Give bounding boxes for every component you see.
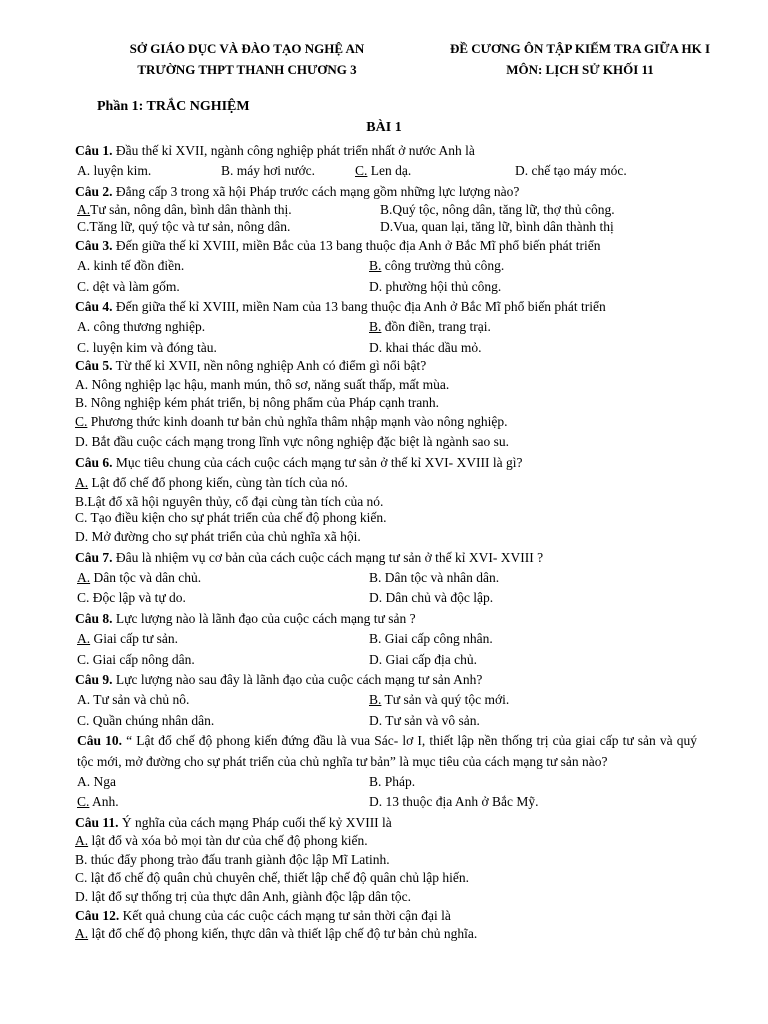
options-row (75, 629, 697, 649)
options-row (75, 256, 697, 276)
option-text: khai thác dầu mỏ. (382, 339, 482, 355)
answer-letter: B. (369, 258, 382, 274)
question-text: “ Lật đổ chế độ phong kiến đứng đầu là vua Sác- lơ I, thiết lập nền thống trị của giai cấp tư sản và quý tộc mới, mở đường cho sự phát triển của chủ nghĩa tư bản” là mục tiêu của cách mạng tư sản nào? (77, 733, 697, 769)
option-letter: A. (75, 376, 89, 392)
option-text: Quý tộc, nông dân, tăng lữ, thợ thủ công. (392, 202, 615, 218)
option-text: Giai cấp nông dân. (89, 651, 195, 667)
option-c (77, 588, 186, 608)
option-a (77, 202, 292, 219)
option-letter: D. (369, 651, 383, 667)
option-text: luyện kim. (90, 163, 152, 179)
school-name: TRƯỜNG THPT THANH CHƯƠNG 3 (137, 62, 357, 77)
option-b (369, 256, 504, 276)
answer-letter: C. (75, 414, 88, 430)
option-letter: A. (77, 692, 91, 708)
option-letter: D. (369, 590, 383, 606)
answer-letter: A. (75, 926, 89, 942)
option-letter: C. (77, 278, 90, 294)
option-b (221, 161, 315, 181)
option-b (369, 317, 491, 337)
question-text: Mục tiêu chung của cách cuộc cách mạng tư sản ở thế kỉ XVI- XVIII là gì? (112, 454, 523, 470)
question-text: Từ thế kỉ XVII, nền nông nghiệp Anh có điểm gì nổi bật? (112, 358, 427, 374)
option-a (75, 473, 697, 493)
option-letter: C. (75, 870, 88, 886)
option-letter: B. (369, 631, 382, 647)
option-text: Dân tộc và dân chủ. (90, 570, 202, 586)
question-5 (75, 358, 697, 375)
option-d (369, 792, 539, 812)
question-number: Câu 7. (75, 549, 113, 565)
option-a (75, 833, 697, 850)
option-text: dệt và làm gốm. (89, 278, 180, 294)
question-number: Câu 4. (75, 298, 113, 314)
options-row (75, 792, 697, 812)
question-number: Câu 2. (75, 183, 113, 199)
option-letter: A. (77, 258, 91, 274)
question-text: Đâu là nhiệm vụ cơ bản của cách cuộc cách mạng tư sản ở thế kỉ XVI- XVIII ? (112, 549, 544, 565)
option-letter: B. (221, 163, 234, 179)
options-row (75, 338, 697, 358)
option-letter: B. (75, 851, 88, 867)
question-7 (75, 548, 697, 568)
options-row (75, 772, 697, 792)
option-b (369, 772, 415, 792)
option-letter: C. (75, 510, 88, 526)
option-b (75, 395, 697, 412)
options-row (75, 690, 697, 710)
option-letter: D. (369, 794, 383, 810)
option-letter: B. (75, 493, 88, 509)
option-text: công thương nghiệp. (90, 319, 206, 335)
question-text: Đầu thế kỉ XVII, ngành công nghiệp phát triển nhất ở nước Anh là (112, 143, 475, 158)
option-text: công trường thủ công. (381, 258, 505, 274)
answer-letter: A. (77, 202, 91, 218)
option-text: Nông nghiệp lạc hậu, manh mún, thô sơ, năng suất thấp, mất mùa. (88, 376, 450, 392)
option-letter: C. (77, 651, 90, 667)
option-letter: B. (369, 773, 382, 789)
question-11 (75, 813, 697, 833)
option-text: Bắt đầu cuộc cách mạng trong lĩnh vực nông nghiệp đặc biệt là ngành sao su. (88, 434, 509, 450)
option-a (77, 256, 184, 276)
question-3 (75, 236, 697, 256)
question-number: Câu 11. (75, 814, 119, 830)
option-text: Tư sản và quý tộc mới. (381, 692, 510, 708)
option-a (75, 375, 697, 395)
option-d (75, 527, 697, 547)
exam-block (410, 38, 750, 80)
question-number: Câu 3. (75, 237, 113, 253)
option-c (75, 412, 697, 432)
option-b (369, 629, 493, 649)
option-d (75, 432, 697, 452)
answer-letter: A. (77, 570, 91, 586)
question-number: Câu 1. (75, 143, 113, 158)
question-4 (75, 297, 697, 317)
options-row (75, 161, 697, 181)
option-letter: D. (75, 434, 89, 450)
option-letter: D. (369, 712, 383, 728)
option-a (77, 772, 116, 792)
option-d (369, 338, 481, 358)
option-d (515, 161, 627, 181)
option-letter: C. (77, 712, 90, 728)
option-text: lật đổ và xóa bỏ mọi tàn dư của chế độ phong kiến. (88, 833, 368, 849)
question-number: Câu 10. (77, 733, 122, 749)
options-row (75, 277, 697, 297)
option-text: 13 thuộc địa Anh ở Bắc Mỹ. (382, 794, 539, 810)
options-row (75, 588, 697, 608)
option-letter: A. (77, 319, 91, 335)
option-text: Quần chúng nhân dân. (89, 712, 215, 728)
option-text: Giai cấp địa chủ. (382, 651, 477, 667)
option-d (369, 711, 480, 731)
option-a (77, 629, 178, 649)
option-text: Dân tộc và nhân dân. (381, 570, 500, 586)
option-text: Nga (90, 773, 116, 789)
option-text: Tư sản và vô sản. (382, 712, 480, 728)
option-letter: D. (75, 889, 89, 905)
answer-letter: B. (369, 319, 382, 335)
option-c (75, 870, 697, 887)
question-1 (75, 141, 697, 161)
option-text: Tăng lữ, quý tộc và tư sản, nông dân. (89, 218, 291, 234)
answer-letter: C. (77, 794, 90, 810)
option-text: lật đổ chế độ phong kiến, thực dân và thiết lập chế độ tư bản chủ nghĩa. (88, 926, 478, 942)
options-row (75, 711, 697, 731)
question-text: Lực lượng nào là lãnh đạo của cuộc cách mạng tư sản ? (112, 610, 416, 626)
option-text: máy hơi nước. (233, 163, 315, 179)
option-b (75, 494, 697, 511)
question-number: Câu 5. (75, 358, 113, 374)
school-block (92, 38, 402, 80)
option-text: Tư sản và chủ nô. (90, 692, 190, 708)
option-text: Nông nghiệp kém phát triển, bị nông phẩm của Pháp cạnh tranh. (87, 395, 440, 411)
option-text: Độc lập và tự do. (89, 590, 186, 606)
option-c (355, 161, 411, 181)
question-6 (75, 453, 697, 473)
option-d (369, 650, 477, 670)
option-b (369, 568, 499, 588)
question-text: Đến giữa thế kỉ XVIII, miền Bắc của 13 bang thuộc địa Anh ở Bắc Mĩ phổ biến phát triển (112, 237, 601, 253)
option-letter: D. (75, 529, 89, 545)
option-c (77, 277, 180, 297)
option-letter: A. (77, 163, 91, 179)
options-row (75, 317, 697, 337)
options-row (75, 568, 697, 588)
question-2 (75, 182, 697, 202)
options-row (75, 650, 697, 670)
option-c (77, 650, 195, 670)
option-text: Anh. (89, 794, 119, 810)
option-text: đồn điền, trang trại. (381, 319, 491, 335)
option-text: Mở đường cho sự phát triển của chủ nghĩa xã hội. (88, 529, 361, 545)
subject-title: MÔN: LỊCH SỬ KHỐI 11 (506, 62, 654, 77)
option-d (369, 588, 493, 608)
question-text: Đến giữa thế kỉ XVIII, miền Nam của 13 bang thuộc địa Anh ở Bắc Mĩ phổ biến phát triển (112, 298, 606, 314)
option-letter: C. (77, 218, 90, 234)
option-text: chế tạo máy móc. (528, 163, 627, 179)
question-text: Kết quả chung của các cuộc cách mạng tư sản thời cận đại là (119, 907, 451, 923)
question-list (75, 141, 697, 945)
option-b (380, 202, 615, 219)
option-letter: C. (77, 590, 90, 606)
option-letter: D. (515, 163, 529, 179)
question-number: Câu 8. (75, 610, 113, 626)
option-text: lật đổ sự thống trị của thực dân Anh, giành độc lập dân tộc. (88, 889, 411, 905)
option-letter: B. (380, 202, 393, 218)
option-text: Len dạ. (367, 163, 412, 179)
option-text: Lật đổ xã hội nguyên thủy, cổ đại cùng tàn tích của nó. (87, 493, 384, 509)
option-letter: A. (77, 773, 91, 789)
option-d (380, 219, 614, 236)
question-number: Câu 6. (75, 454, 113, 470)
option-text: luyện kim và đóng tàu. (89, 339, 217, 355)
option-b (369, 690, 509, 710)
question-number: Câu 12. (75, 907, 120, 923)
option-text: phường hội thủ công. (382, 278, 502, 294)
department-name: SỞ GIÁO DỤC VÀ ĐÀO TẠO NGHỆ AN (129, 41, 365, 56)
option-b (75, 850, 697, 870)
option-a (77, 568, 201, 588)
option-text: Vua, quan lại, tăng lữ, bình dân thành thị (393, 218, 614, 234)
option-d (75, 887, 697, 907)
option-c (77, 792, 119, 812)
part-title: Phần 1: TRẮC NGHIỆM (97, 99, 250, 114)
option-c (77, 338, 217, 358)
question-number: Câu 9. (75, 671, 113, 687)
question-9 (75, 670, 697, 690)
option-text: Giai cấp tư sản. (90, 631, 179, 647)
option-letter: D. (369, 339, 383, 355)
option-text: kinh tế đồn điền. (90, 258, 185, 274)
answer-letter: C. (355, 163, 368, 179)
options-row (75, 202, 697, 219)
question-10 (77, 731, 697, 772)
answer-letter: A. (75, 475, 89, 491)
option-text: Phương thức kinh doanh tư bản chủ nghĩa thâm nhập mạnh vào nông nghiệp. (87, 414, 508, 430)
option-text: Lật đổ chế đổ phong kiến, cùng tàn tích của nó. (88, 475, 348, 491)
option-text: Tạo điều kiện cho sự phát triển của chế độ phong kiến. (87, 510, 387, 526)
option-text: Dân chủ và độc lập. (382, 590, 494, 606)
option-a (75, 924, 697, 944)
question-8 (75, 609, 697, 629)
answer-letter: A. (75, 833, 89, 849)
option-letter: B. (369, 570, 382, 586)
answer-letter: B. (369, 692, 382, 708)
option-c (77, 219, 290, 236)
answer-letter: A. (77, 631, 91, 647)
option-letter: B. (75, 395, 88, 411)
question-text: Lực lượng nào sau đây là lãnh đạo của cuộc cách mạng tư sản Anh? (112, 671, 483, 687)
option-a (77, 317, 205, 337)
section-title: BÀI 1 (366, 120, 402, 135)
option-text: lật đổ chế độ quân chủ chuyên chế, thiết lập chế độ quân chủ lập hiến. (87, 870, 470, 886)
option-c (77, 711, 214, 731)
question-text: Ý nghĩa của cách mạng Pháp cuối thế kỷ XVIII là (118, 814, 392, 830)
option-text: Giai cấp công nhân. (381, 631, 493, 647)
option-c (75, 510, 697, 527)
option-letter: D. (369, 278, 383, 294)
exam-title: ĐỀ CƯƠNG ÔN TẬP KIẾM TRA GIỮA HK I (449, 41, 711, 56)
option-letter: C. (77, 339, 90, 355)
question-12 (75, 908, 697, 925)
option-d (369, 277, 501, 297)
option-letter: D. (380, 218, 394, 234)
option-text: thúc đẩy phong trào đấu tranh giành độc lập Mĩ Latinh. (87, 851, 390, 867)
question-text: Đẳng cấp 3 trong xã hội Pháp trước cách mạng gồm những lực lượng nào? (112, 183, 520, 199)
options-row (75, 219, 697, 236)
option-text: Tư sản, nông dân, bình dân thành thị. (90, 202, 292, 218)
option-text: Pháp. (381, 773, 416, 789)
option-a (77, 690, 189, 710)
option-a (77, 161, 151, 181)
